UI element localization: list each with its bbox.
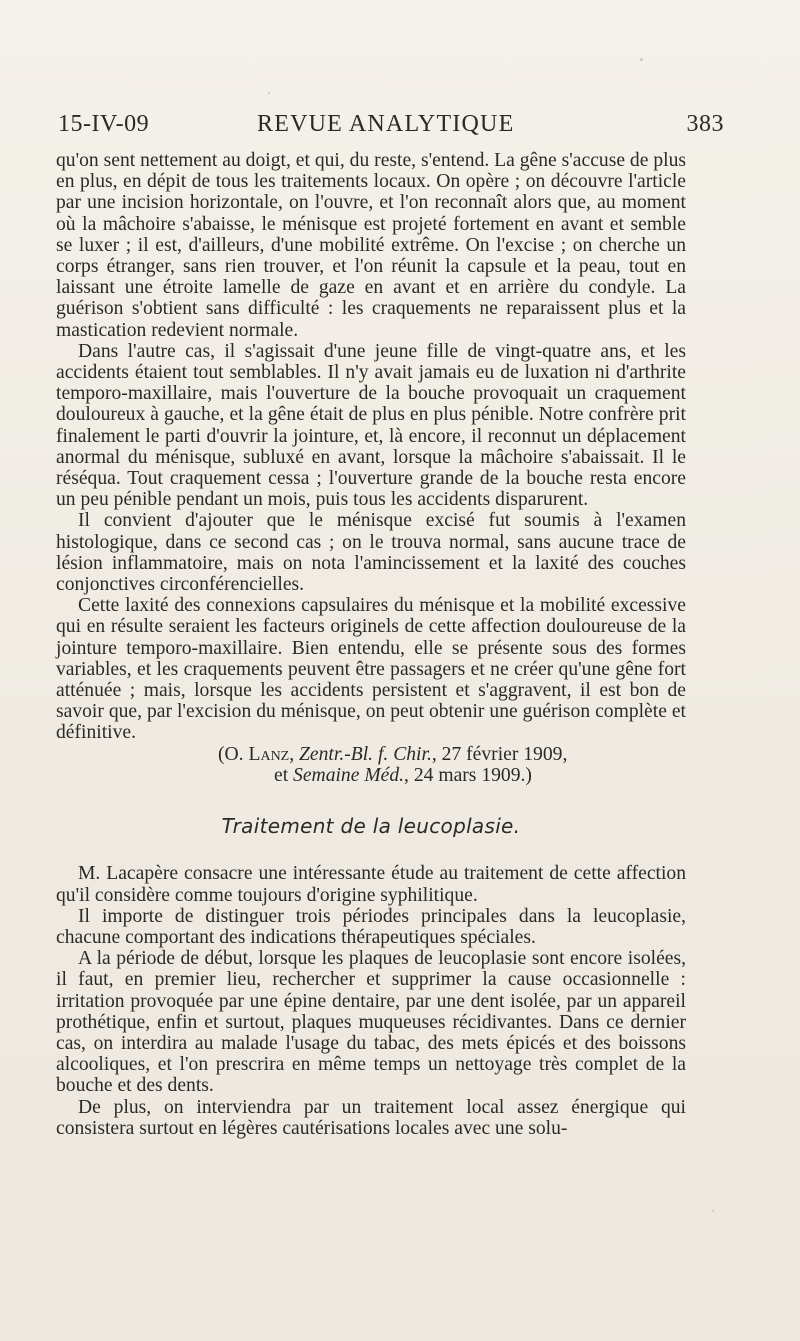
citation-author: Lanz: [248, 743, 290, 765]
paper-speck: [268, 92, 270, 94]
section-heading: Traitement de la leucoplasie.: [221, 814, 521, 839]
paragraph-4: Cette laxité des connexions capsulaires du ménisque et la mobilité excessive qui en résulte seraient les facteurs originels de cette affection douloureuse de la jointure temporo-maxillaire. Bien entendu, elle se présente sous des formes variables, et les craquements peuvent être passagers et ne créer qu'une gêne fort atténuée ; mais, lorsque les accidents persistent et s'aggravent, il est bon de savoir que, par l'excision du ménisque, on peut obtenir une guérison complète et définitive.: [56, 595, 686, 744]
paragraph-3: Il convient d'ajouter que le ménisque excisé fut soumis à l'examen histologique, dans ce second cas ; on le trouva normal, sans aucune trace de lésion inflammatoire, mais on nota l'amincissement et la laxité des couches conjonctives circonférencielles.: [56, 510, 686, 596]
citation-journal-1: Zentr.-Bl. f. Chir.: [299, 743, 432, 765]
paragraph-7: A la période de début, lorsque les plaques de leucoplasie sont encore isolées, il faut, en premier lieu, rechercher et supprimer la cause occasionnelle : irritation provoquée par une épine dentaire, par une dent isolée, par un appareil prothétique, enfin et surtout, plaques muqueuses récidivantes. Dans ce dernier cas, on interdira au malade l'usage du tabac, des mets épicés et des boissons alcooliques, et l'on prescrira en même temps un nettoyage très complet de la bouche et des dents.: [56, 948, 686, 1097]
paper-speck: [712, 1210, 714, 1212]
running-header: [58, 111, 724, 141]
citation-line-2: et Semaine Méd., 24 mars 1909.): [274, 764, 532, 786]
header-date: 15-IV-09: [58, 111, 150, 137]
article-body: [56, 150, 686, 1139]
paper-speck: [640, 58, 643, 61]
citation-journal-2: Semaine Méd.: [293, 764, 405, 786]
paragraph-5: M. Lacapère consacre une intéressante étude au traitement de cette affection qu'il considère comme toujours d'origine syphilitique.: [56, 863, 686, 906]
paragraph-1: qu'on sent nettement au doigt, et qui, du reste, s'entend. La gêne s'accuse de plus en plus, en dépit de tous les traitements locaux. On opère ; on découvre l'article par une incision horizontale, on l'ouvre, et l'on reconnaît alors que, au moment où la mâchoire s'abaisse, le ménisque est projeté fortement en avant et semble se luxer ; il est, d'ailleurs, d'une mobilité extrême. On l'excise ; on cherche un corps étranger, sans rien trouver, et l'on réunit la capsule et la peau, tout en laissant une étroite lamelle de gaze en avant et en arrière du condyle. La guérison s'obtient sans difficulté : les craquements ne reparaissent plus et la mastication redevient normale.: [56, 150, 686, 341]
paragraph-6: Il importe de distinguer trois périodes principales dans la leucoplasie, chacune comportant des indications thérapeutiques spéciales.: [56, 905, 686, 948]
paragraph-2: Dans l'autre cas, il s'agissait d'une jeune fille de vingt-quatre ans, et les accidents étaient tout semblables. Il n'y avait jamais eu de luxation ni d'arthrite temporo-maxillaire, mais l'ouverture de la bouche provoquait un craquement douloureux à gauche, et la gêne était de plus en plus pénible. Notre confrère prit finalement le parti d'ouvrir la jointure, et, là encore, il reconnut un déplacement anormal du ménisque, subluxé en avant, lorsque la mâchoire s'abaissait. Il le réséqua. Tout craquement cessa ; l'ouverture grande de la bouche resta encore un peu pénible pendant un mois, puis tous les accidents disparurent.: [56, 340, 686, 511]
paragraph-8: De plus, on interviendra par un traitement local assez énergique qui consistera surtout en légères cautérisations locales avec une solu-: [56, 1096, 686, 1139]
header-page-number: 383: [686, 111, 724, 137]
citation-line-1: (O. Lanz, Zentr.-Bl. f. Chir., 27 février 1909,: [218, 743, 568, 765]
citation: [56, 744, 686, 786]
header-journal-title: REVUE ANALYTIQUE: [257, 111, 515, 137]
